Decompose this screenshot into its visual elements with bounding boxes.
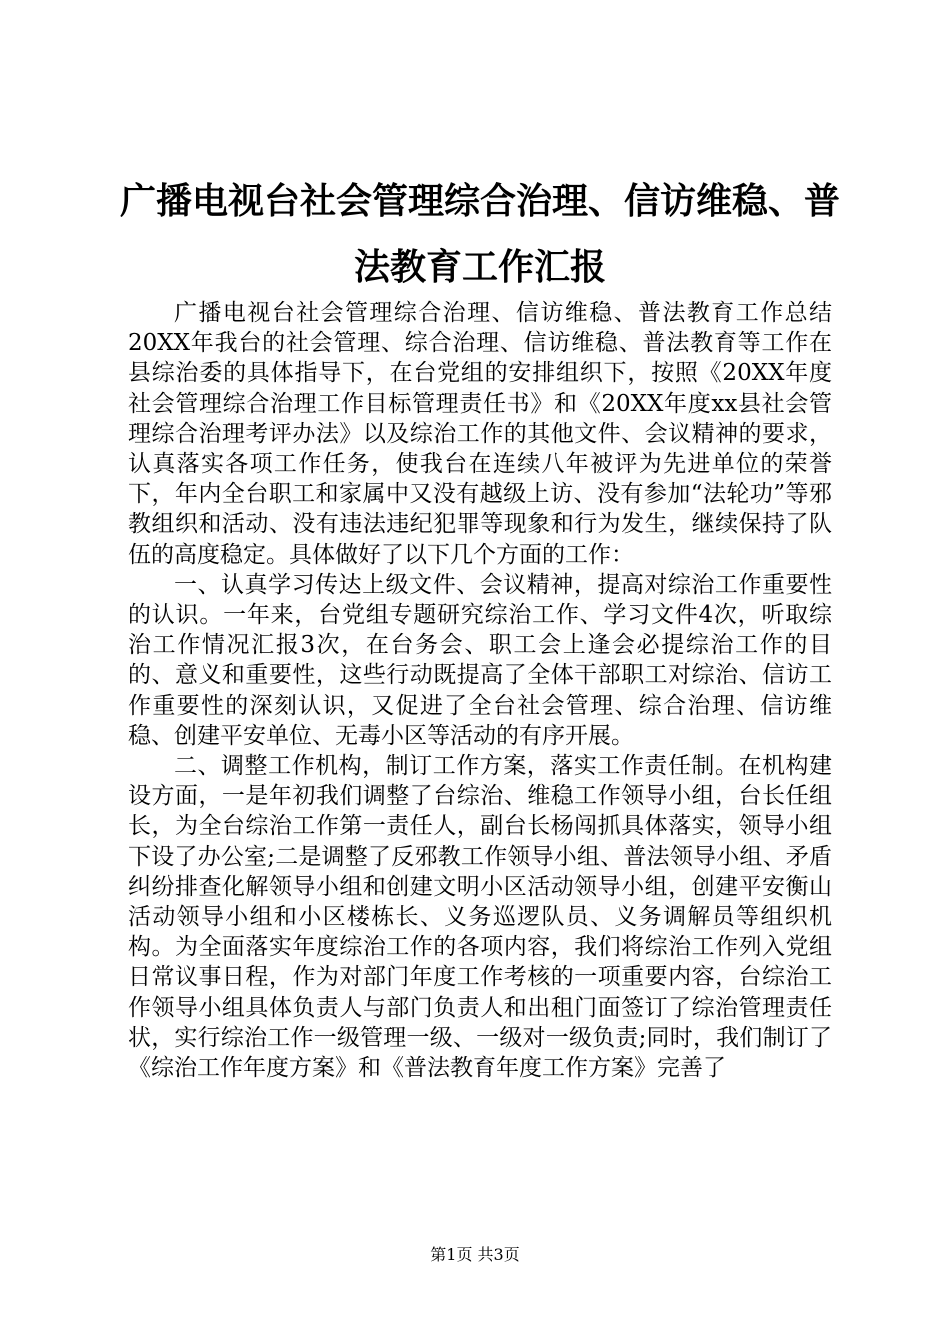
paragraph-section-two: 二、调整工作机构，制订工作方案，落实工作责任制。在机构建设方面，一是年初我们调整了台综治、维稳工作领导小组，台长任组长，为全台综治工作第一责任人，副台长杨闯抓具体落实，领导小组下设了办公室;二是调整了反邪教工作领导小组、普法领导小组、矛盾纠纷排查化解领导小组和创建文明小区活动领导小组，创建平安衡山活动领导小组和小区楼栋长、义务巡逻队员、义务调解员等组织机构。为全面落实年度综治工作的各项内容，我们将综治工作列入党组日常议事日程，作为对部门年度工作考核的一项重要内容，台综治工作领导小组具体负责人与部门负责人和出租门面签订了综治管理责任状，实行综治工作一级管理一级、一级对一级负责;同时，我们制订了《综治工作年度方案》和《普法教育年度工作方案》完善了 xyxy=(128,753,832,1082)
page-footer: 第1页 共3页 xyxy=(430,1245,520,1264)
document-title: 广播电视台社会管理综合治理、信访维稳、普法教育工作汇报 xyxy=(120,180,841,288)
paragraph-intro: 广播电视台社会管理综合治理、信访维稳、普法教育工作总结20XX年我台的社会管理、综合治理、信访维稳、普法教育等工作在县综治委的具体指导下，在台党组的安排组织下，按照《20XX年度社会管理综合治理工作目标管理责任书》和《20XX年度xx县社会管理综合治理考评办法》以及综治工作的其他文件、会议精神的要求，认真落实各项工作任务，使我台在连续八年被评为先进单位的荣誉下，年内全台职工和家属中又没有越级上访、没有参加“法轮功”等邪教组织和活动、没有违法违纪犯罪等现象和行为发生，继续保持了队伍的高度稳定。具体做好了以下几个方面的工作： xyxy=(128,300,832,568)
document-body xyxy=(128,298,832,1083)
paragraph-section-one: 一、认真学习传达上级文件、会议精神，提高对综治工作重要性的认识。一年来，台党组专题研究综治工作、学习文件4次，听取综治工作情况汇报3次，在台务会、职工会上逢会必提综治工作的目的、意义和重要性，这些行动既提高了全体干部职工对综治、信访工作重要性的深刻认识，又促进了全台社会管理、综合治理、信访维稳、创建平安单位、无毒小区等活动的有序开展。 xyxy=(128,571,832,749)
